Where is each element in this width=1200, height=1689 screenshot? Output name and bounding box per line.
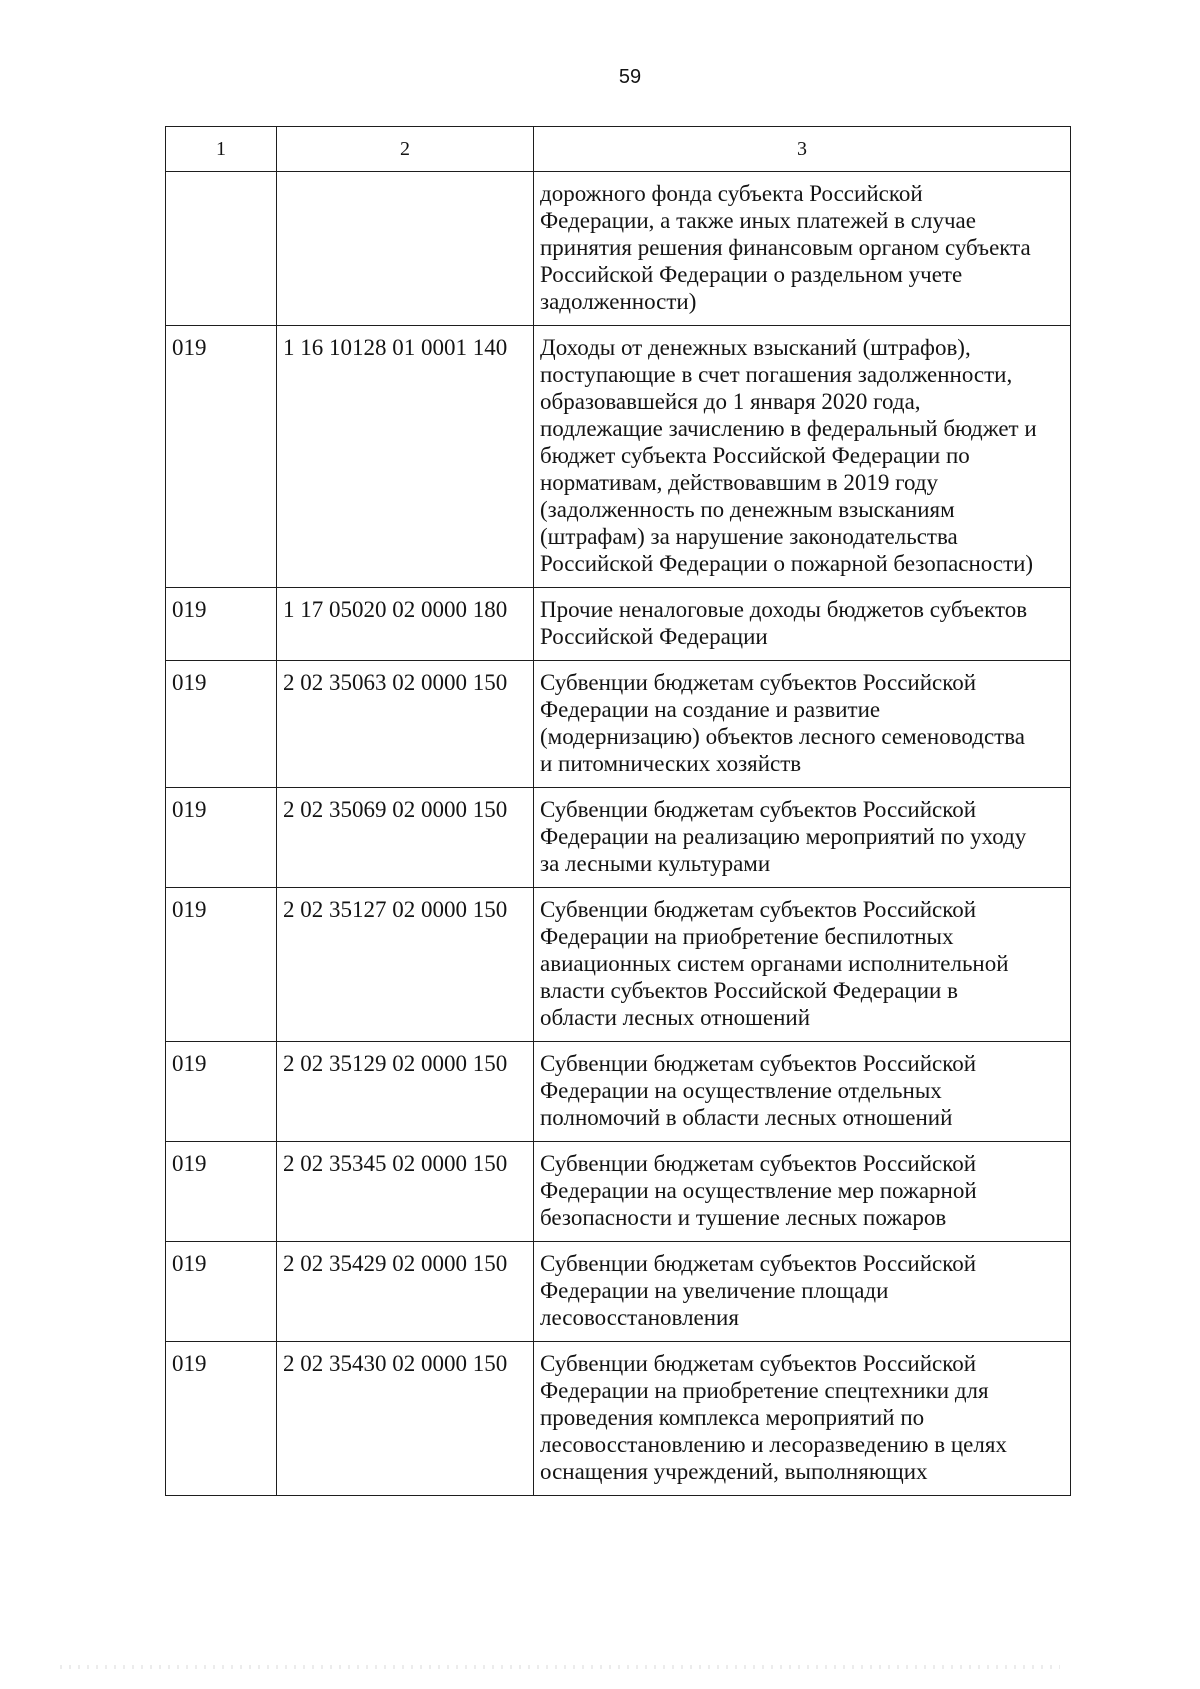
header-col-3: 3 bbox=[534, 127, 1071, 172]
header-col-2: 2 bbox=[277, 127, 534, 172]
description-cell: дорожного фонда субъекта Российской Федерации, а также иных платежей в случае принятия решения финансовым органом субъекта Российской Федерации о раздельном учете задолженности) bbox=[534, 172, 1071, 326]
header-col-1: 1 bbox=[166, 127, 277, 172]
table-row bbox=[166, 788, 1071, 888]
admin-code-cell: 019 bbox=[166, 1242, 277, 1342]
budget-code-cell: 2 02 35127 02 0000 150 bbox=[277, 888, 534, 1042]
description-cell: Субвенции бюджетам субъектов Российской Федерации на увеличение площади лесовосстановления bbox=[534, 1242, 1071, 1342]
admin-code-cell: 019 bbox=[166, 1342, 277, 1496]
table-row bbox=[166, 1242, 1071, 1342]
description-cell: Субвенции бюджетам субъектов Российской Федерации на реализацию мероприятий по уходу за лесными культурами bbox=[534, 788, 1071, 888]
admin-code-cell: 019 bbox=[166, 588, 277, 661]
table-row bbox=[166, 661, 1071, 788]
admin-code-cell: 019 bbox=[166, 1042, 277, 1142]
budget-code-cell: 1 16 10128 01 0001 140 bbox=[277, 326, 534, 588]
budget-code-cell: 2 02 35069 02 0000 150 bbox=[277, 788, 534, 888]
admin-code-cell: 019 bbox=[166, 888, 277, 1042]
description-cell: Доходы от денежных взысканий (штрафов), поступающие в счет погашения задолженности, образовавшейся до 1 января 2020 года, подлежащие зачислению в федеральный бюджет и бюджет субъекта Российской Федерации по нормативам, действовавшим в 2019 году (задолженность по денежным взысканиям (штрафам) за нарушение законодательства Российской Федерации о пожарной безопасности) bbox=[534, 326, 1071, 588]
budget-code-cell: 2 02 35429 02 0000 150 bbox=[277, 1242, 534, 1342]
budget-code-cell: 2 02 35430 02 0000 150 bbox=[277, 1342, 534, 1496]
table-row bbox=[166, 1342, 1071, 1496]
table-row bbox=[166, 588, 1071, 661]
table-row bbox=[166, 326, 1071, 588]
budget-code-cell: 1 17 05020 02 0000 180 bbox=[277, 588, 534, 661]
admin-code-cell: 019 bbox=[166, 661, 277, 788]
description-cell: Субвенции бюджетам субъектов Российской Федерации на осуществление мер пожарной безопасности и тушение лесных пожаров bbox=[534, 1142, 1071, 1242]
table-row bbox=[166, 172, 1071, 326]
table-header-row bbox=[166, 127, 1071, 172]
description-cell: Прочие неналоговые доходы бюджетов субъектов Российской Федерации bbox=[534, 588, 1071, 661]
budget-code-cell: 2 02 35345 02 0000 150 bbox=[277, 1142, 534, 1242]
budget-code-cell: 2 02 35129 02 0000 150 bbox=[277, 1042, 534, 1142]
admin-code-cell: 019 bbox=[166, 326, 277, 588]
page-number: 59 bbox=[618, 66, 642, 88]
scan-noise-strip bbox=[60, 1665, 1060, 1669]
table-row bbox=[166, 888, 1071, 1042]
table-row bbox=[166, 1042, 1071, 1142]
description-cell: Субвенции бюджетам субъектов Российской Федерации на создание и развитие (модернизацию) объектов лесного семеноводства и питомнических хозяйств bbox=[534, 661, 1071, 788]
admin-code-cell bbox=[166, 172, 277, 326]
table-row bbox=[166, 1142, 1071, 1242]
admin-code-cell: 019 bbox=[166, 788, 277, 888]
admin-code-cell: 019 bbox=[166, 1142, 277, 1242]
description-cell: Субвенции бюджетам субъектов Российской Федерации на приобретение беспилотных авиационных систем органами исполнительной власти субъектов Российской Федерации в области лесных отношений bbox=[534, 888, 1071, 1042]
description-cell: Субвенции бюджетам субъектов Российской Федерации на приобретение спецтехники для проведения комплекса мероприятий по лесовосстановлению и лесоразведению в целях оснащения учреждений, выполняющих bbox=[534, 1342, 1071, 1496]
budget-codes-table bbox=[165, 126, 1071, 1496]
budget-code-cell: 2 02 35063 02 0000 150 bbox=[277, 661, 534, 788]
budget-code-cell bbox=[277, 172, 534, 326]
description-cell: Субвенции бюджетам субъектов Российской Федерации на осуществление отдельных полномочий в области лесных отношений bbox=[534, 1042, 1071, 1142]
